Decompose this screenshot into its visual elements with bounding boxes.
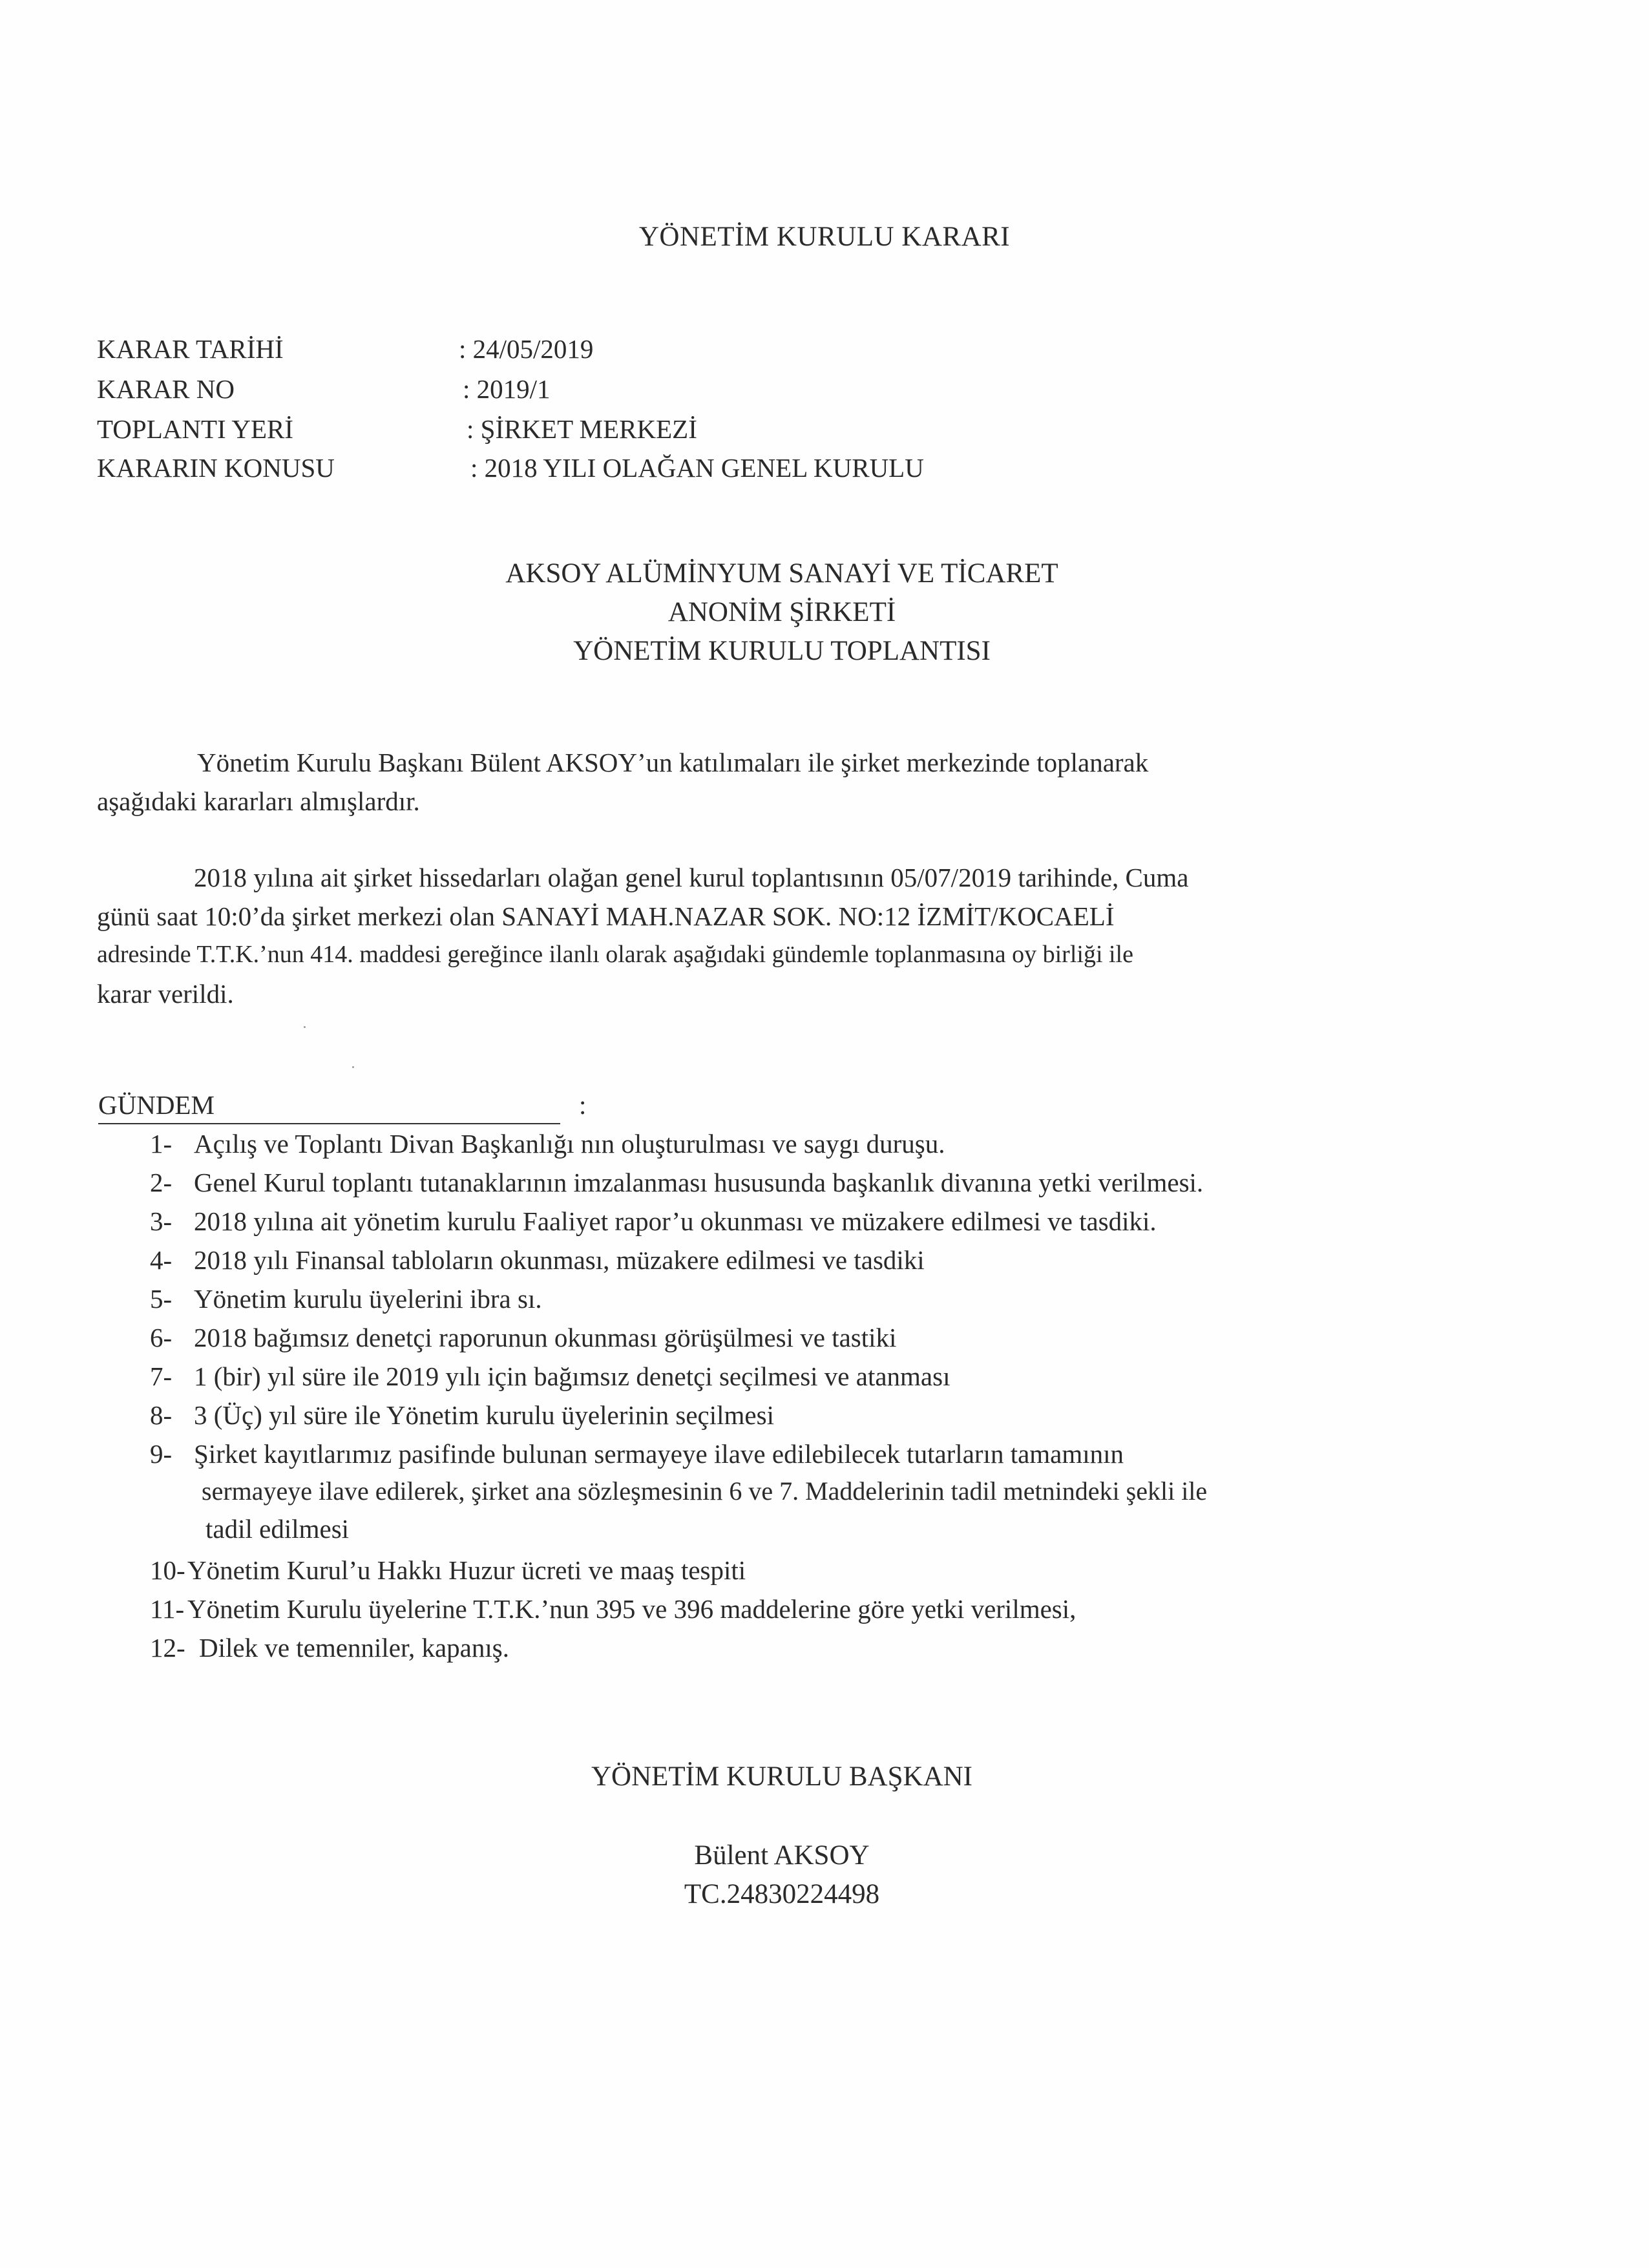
- agenda-item-num: 6-: [150, 1323, 173, 1352]
- agenda-item-num: 3-: [150, 1206, 173, 1236]
- agenda-item-text: Genel Kurul toplantı tutanaklarının imzalanması hususunda başkanlık divanına yetki verilmesi.: [194, 1168, 1204, 1197]
- agenda-item-num: 5-: [150, 1284, 173, 1314]
- document-title: YÖNETİM KURULU KARARI: [638, 222, 1011, 252]
- agenda-item-text: 1 (bir) yıl süre ile 2019 yılı için bağımsız denetçi seçilmesi ve atanması: [194, 1361, 951, 1391]
- agenda-item-text: Şirket kayıtlarımız pasifinde bulunan sermayeye ilave edilebilecek tutarların tamamının: [194, 1439, 1124, 1469]
- agenda-underline: [98, 1123, 560, 1124]
- meeting-heading: YÖNETİM KURULU TOPLANTISI: [573, 636, 991, 666]
- agenda-item-num: 11-: [150, 1594, 185, 1624]
- scan-speck: [304, 1026, 306, 1028]
- agenda-item-text: 3 (Üç) yıl süre ile Yönetim kurulu üyelerinin seçilmesi: [194, 1400, 774, 1430]
- signatory-role: YÖNETİM KURULU BAŞKANI: [591, 1761, 973, 1792]
- agenda-heading: GÜNDEM: [98, 1090, 215, 1120]
- agenda-item-text: Yönetim kurulu üyelerini ibra sı.: [194, 1284, 542, 1314]
- agenda-item-num: 8-: [150, 1400, 173, 1430]
- decision-no-label: KARAR NO: [97, 374, 235, 404]
- agenda-item-num: 4-: [150, 1245, 173, 1275]
- agenda-item-text: 2018 yılı Finansal tabloların okunması, müzakere edilmesi ve tasdiki: [194, 1245, 925, 1275]
- decision-line2: günü saat 10:0’da şirket merkezi olan SANAYİ MAH.NAZAR SOK. NO:12 İZMİT/KOCAELİ: [97, 901, 1115, 931]
- agenda-item-text: Dilek ve temenniler, kapanış.: [199, 1633, 509, 1663]
- agenda-item-num: 7-: [150, 1361, 173, 1391]
- agenda-item-num: 9-: [150, 1439, 173, 1469]
- decision-subject-label: KARARIN KONUSU: [97, 453, 335, 483]
- signatory-id: TC.24830224498: [684, 1879, 880, 1909]
- agenda-item-text: Açılış ve Toplantı Divan Başkanlığı nın oluşturulması ve saygı duruşu.: [194, 1129, 945, 1159]
- agenda-item-text: Yönetim Kurulu üyelerine T.T.K.’nun 395 ve 396 maddelerine göre yetki verilmesi,: [187, 1594, 1077, 1624]
- agenda-item-continuation: sermayeye ilave edilerek, şirket ana sözleşmesinin 6 ve 7. Maddelerinin tadil metnindeki şekli ile: [202, 1476, 1208, 1506]
- decision-line4: karar verildi.: [97, 979, 234, 1009]
- agenda-item-text: Yönetim Kurul’u Hakkı Huzur ücreti ve maaş tespiti: [187, 1555, 746, 1585]
- agenda-item-text: 2018 bağımsız denetçi raporunun okunması görüşülmesi ve tastiki: [194, 1323, 897, 1352]
- agenda-item-text: 2018 yılına ait yönetim kurulu Faaliyet rapor’u okunması ve müzakere edilmesi ve tasdiki.: [194, 1206, 1157, 1236]
- decision-date-value: : 24/05/2019: [459, 334, 594, 364]
- intro-line1: Yönetim Kurulu Başkanı Bülent AKSOY’un katılımaları ile şirket merkezinde toplanarak: [197, 748, 1149, 777]
- meeting-place-value: : ŞİRKET MERKEZİ: [467, 414, 697, 444]
- agenda-item-num: 12-: [150, 1633, 185, 1663]
- meeting-place-label: TOPLANTI YERİ: [97, 414, 294, 444]
- agenda-item-continuation: tadil edilmesi: [205, 1514, 350, 1544]
- decision-subject-value: : 2018 YILI OLAĞAN GENEL KURULU: [470, 453, 924, 483]
- decision-no-value: : 2019/1: [463, 374, 551, 404]
- agenda-item-num: 2-: [150, 1168, 173, 1197]
- scan-speck: [352, 1066, 354, 1068]
- company-name-line2: ANONİM ŞİRKETİ: [667, 597, 896, 627]
- decision-line1: 2018 yılına ait şirket hissedarları olağan genel kurul toplantısının 05/07/2019 tarihinde, Cuma: [194, 863, 1189, 892]
- agenda-item-num: 10-: [150, 1555, 185, 1585]
- company-name-line1: AKSOY ALÜMİNYUM SANAYİ VE TİCARET: [505, 558, 1058, 589]
- signatory-name: Bülent AKSOY: [694, 1840, 870, 1871]
- agenda-colon: :: [579, 1090, 587, 1120]
- decision-line3: adresinde T.T.K.’nun 414. maddesi gereğince ilanlı olarak aşağıdaki gündemle toplanmasına oy birliği ile: [97, 941, 1133, 968]
- decision-date-label: KARAR TARİHİ: [97, 334, 284, 364]
- intro-line2: aşağıdaki kararları almışlardır.: [97, 786, 420, 816]
- agenda-item-num: 1-: [150, 1129, 173, 1159]
